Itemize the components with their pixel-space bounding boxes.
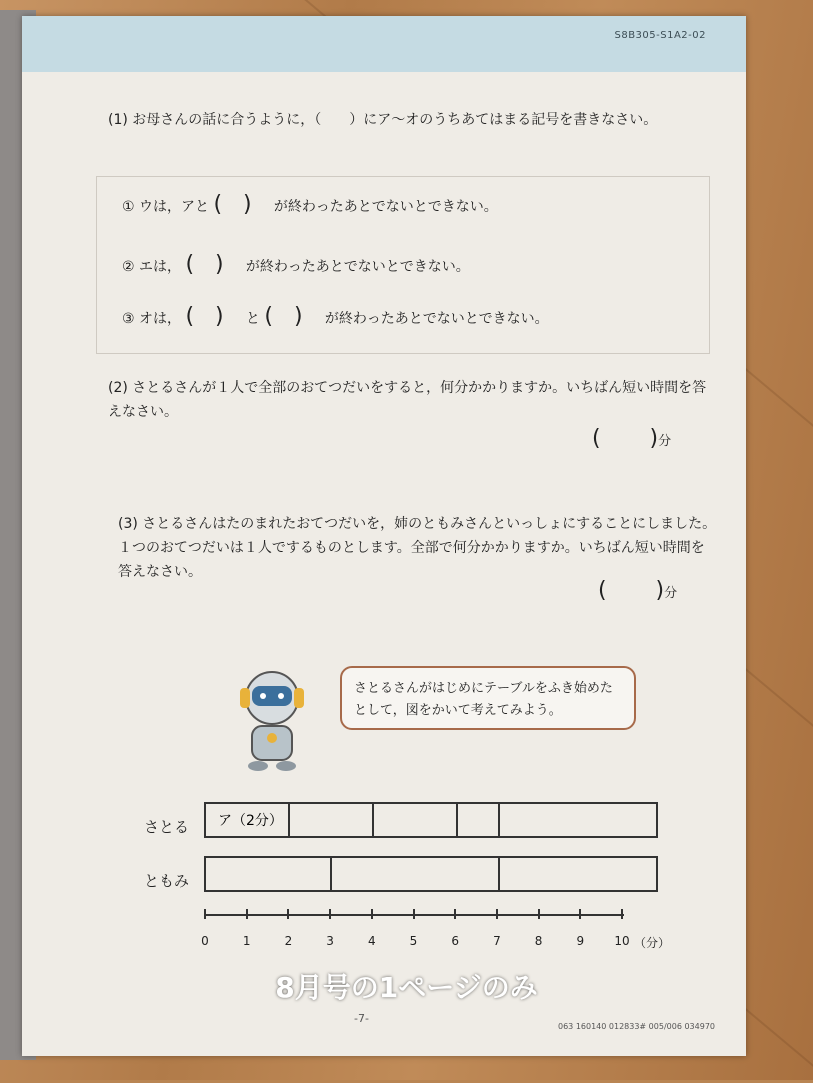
option-text: と [245, 311, 260, 327]
answer-blank-q2: ( )分 [592, 426, 672, 451]
option-2 [122, 252, 470, 277]
unit-label: 分 [658, 434, 672, 449]
answer-blank-q3: ( )分 [598, 578, 678, 603]
axis-tick-label: 7 [493, 934, 501, 948]
answer-blank: ( ) [185, 304, 224, 329]
axis-tick-label: 9 [576, 934, 585, 948]
option-number: ② [122, 259, 135, 275]
axis-tick-label: 4 [367, 934, 376, 948]
option-text: エは， [139, 259, 182, 275]
axis-tick-label: 1 [242, 934, 251, 948]
timeline-bar-satoru [204, 802, 658, 838]
axis-tick-label: 0 [201, 934, 209, 948]
axis-tick [371, 909, 373, 919]
footer-code: 063 160140 012833# 005/006 034970 [558, 1022, 715, 1031]
axis-tick [287, 909, 289, 919]
axis-tick-label: 6 [451, 934, 459, 948]
option-text: ウは，アと [139, 199, 210, 215]
worksheet-page [22, 16, 746, 1056]
option-text: オは， [139, 311, 182, 327]
option-number: ③ [122, 311, 135, 327]
option-1 [122, 192, 498, 217]
axis-tick [329, 909, 331, 919]
axis-tick [538, 909, 540, 919]
axis-tick-label: 3 [326, 934, 334, 948]
row-label-satoru: さとる [144, 818, 190, 836]
axis-tick-label: 8 [534, 934, 543, 948]
axis-tick [496, 909, 498, 919]
first-cell-label: ア（2分） [218, 813, 283, 829]
option-text: が終わったあとでないとできない。 [245, 259, 470, 275]
option-number: ① [122, 199, 135, 215]
question-1: (1) お母さんの話に合うように，（ ）にア〜オのうちあてはまる記号を書きなさい。 [108, 112, 658, 128]
axis-tick-label: 10 [614, 934, 630, 948]
unit-label: 分 [664, 586, 678, 601]
axis-tick-label: 5 [409, 934, 418, 948]
option-text: が終わったあとでないとできない。 [324, 311, 549, 327]
robot-mascot-icon [228, 668, 316, 772]
header-band [22, 16, 746, 72]
question-2: (2) さとるさんが１人で全部のおてつだいをすると，何分かかりますか。いちばん短い時間を答えなさい。 [108, 380, 707, 420]
timeline-bar-tomomi [204, 856, 658, 892]
axis-unit: （分） [634, 936, 671, 950]
axis-tick [579, 909, 581, 919]
axis-tick [246, 909, 248, 919]
row-label-tomomi: ともみ [144, 872, 190, 890]
question-3: (3) さとるさんはたのまれたおてつだいを，姉のともみさんといっしょにすることにしました。１つのおてつだいは１人でするものとします。全部で何分かかりますか。いちばん短い時間を答えなさい。 [118, 516, 717, 580]
speech-bubble: さとるさんがはじめにテーブルをふき始めたとして，図をかいて考えてみよう。 [340, 666, 636, 730]
axis-tick-label: 2 [284, 934, 293, 948]
axis-tick [413, 909, 415, 919]
axis-tick [621, 909, 623, 919]
axis-tick [204, 909, 206, 919]
overlay-caption: 8月号の1ページのみ [275, 971, 538, 1004]
axis-tick [454, 909, 456, 919]
answer-blank: ( ) [185, 252, 224, 277]
page-number: -7- [354, 1012, 369, 1025]
option-3 [122, 304, 549, 329]
answer-blank: ( ) [264, 304, 303, 329]
answer-blank: ( ) [213, 192, 252, 217]
option-text: が終わったあとでないとできない。 [273, 199, 498, 215]
header-code: S8B305-S1A2-02 [614, 30, 706, 41]
